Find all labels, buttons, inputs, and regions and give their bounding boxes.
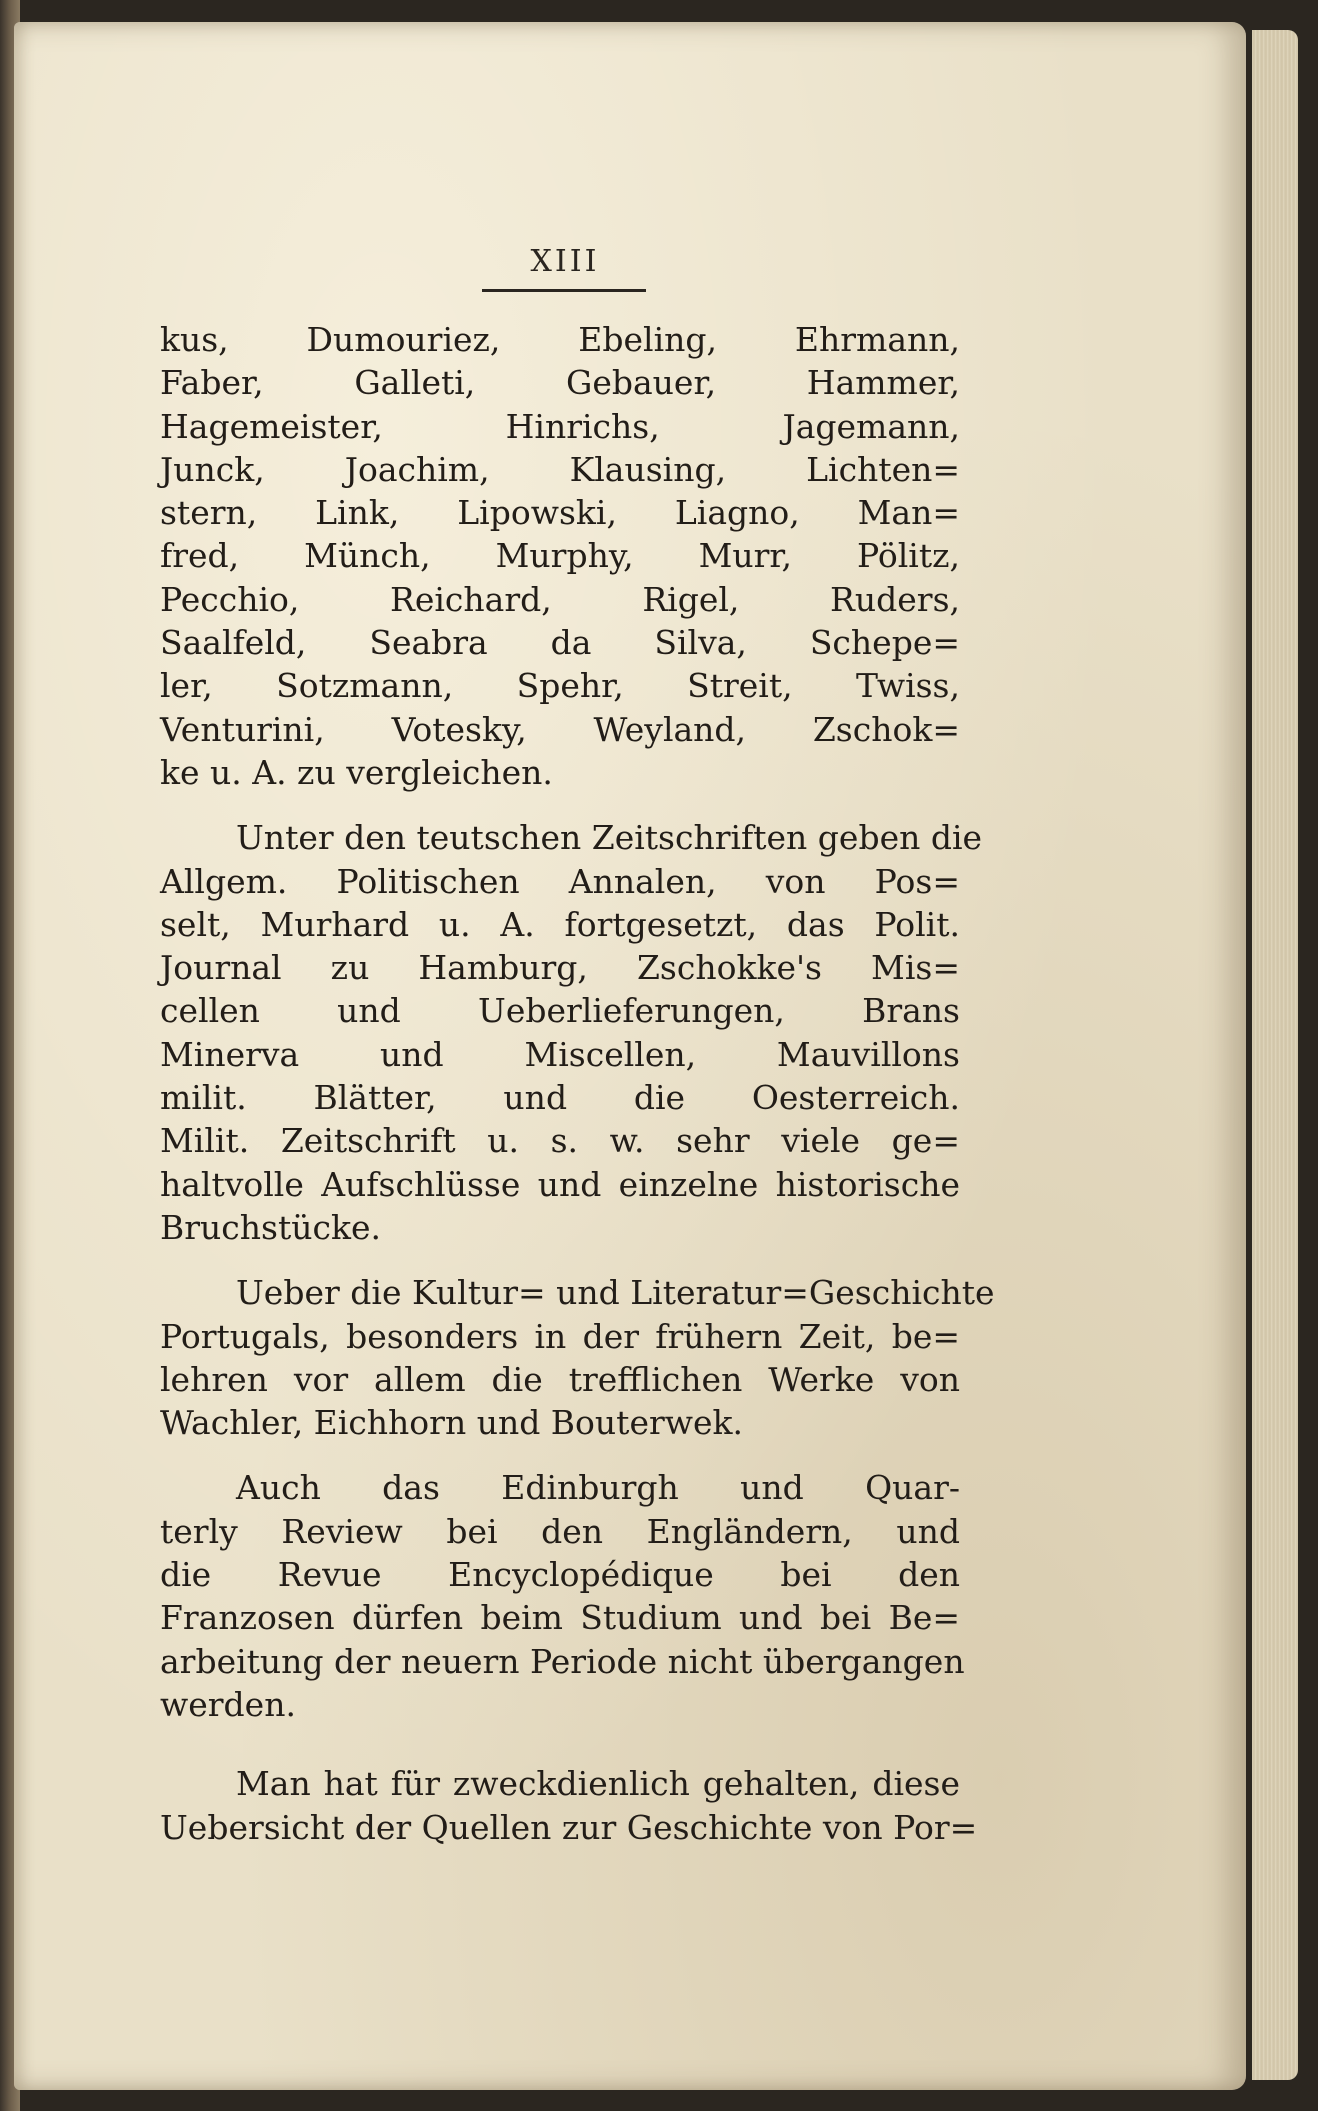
- text-line: Pecchio, Reichard, Rigel, Ruders,: [160, 579, 960, 619]
- text-line: Unter den teutschen Zeitschriften geben die: [236, 818, 983, 858]
- text-line: fred, Münch, Murphy, Murr, Pölitz,: [160, 536, 960, 576]
- text-line: Journal zu Hamburg, Zschokke's Mis=: [160, 948, 960, 988]
- text-line: die Revue Encyclopédique bei den: [160, 1555, 960, 1595]
- text-line: ler, Sotzmann, Spehr, Streit, Twiss,: [160, 666, 960, 706]
- text-line: Portugals, besonders in der frühern Zeit, be=: [160, 1316, 960, 1356]
- page-edges: [1252, 30, 1298, 2080]
- header-rule: [482, 289, 646, 292]
- text-line: Wachler, Eichhorn und Bouterwek.: [160, 1403, 744, 1443]
- paragraph: [160, 1271, 995, 1444]
- text-line: Minerva und Miscellen, Mauvillons: [160, 1034, 960, 1074]
- page-number-header: XIII: [530, 244, 600, 279]
- text-line: Milit. Zeitschrift u. s. w. sehr viele ge=: [160, 1121, 960, 1161]
- text-line: terly Review bei den Engländern, und: [160, 1511, 960, 1551]
- text-line: haltvolle Aufschlüsse und einzelne historische: [160, 1164, 960, 1204]
- text-line: milit. Blätter, und die Oesterreich.: [160, 1078, 960, 1118]
- text-line: cellen und Ueberlieferungen, Brans: [160, 991, 960, 1031]
- paragraph: [160, 816, 983, 1249]
- text-line: Uebersicht der Quellen zur Geschichte von Por=: [160, 1807, 978, 1847]
- text-line: Venturini, Votesky, Weyland, Zschok=: [160, 709, 960, 749]
- text-line: lehren vor allem die trefflichen Werke von: [160, 1359, 960, 1399]
- text-line: Faber, Galleti, Gebauer, Hammer,: [160, 363, 960, 403]
- paragraph: [160, 1762, 978, 1849]
- body-text: [160, 318, 995, 1849]
- text-line: stern, Link, Lipowski, Liagno, Man=: [160, 493, 960, 533]
- text-line: Man hat für zweckdienlich gehalten, diese: [236, 1764, 960, 1804]
- text-line: Hagemeister, Hinrichs, Jagemann,: [160, 406, 960, 446]
- text-line: Ueber die Kultur= und Literatur=Geschichte: [236, 1273, 995, 1313]
- text-line: selt, Murhard u. A. fortgesetzt, das Polit.: [160, 904, 960, 944]
- text-line: Bruchstücke.: [160, 1207, 381, 1247]
- text-line: Allgem. Politischen Annalen, von Pos=: [160, 861, 960, 901]
- text-line: arbeitung der neuern Periode nicht übergangen: [160, 1641, 965, 1681]
- text-line: Franzosen dürfen beim Studium und bei Be=: [160, 1598, 960, 1638]
- paragraph: [160, 1466, 965, 1726]
- text-line: Junck, Joachim, Klausing, Lichten=: [160, 449, 960, 489]
- text-line: kus, Dumouriez, Ebeling, Ehrmann,: [160, 320, 960, 359]
- text-line: ke u. A. zu vergleichen.: [160, 752, 553, 792]
- text-line: Saalfeld, Seabra da Silva, Schepe=: [160, 623, 960, 663]
- text-line: Auch das Edinburgh und Quar-: [236, 1468, 960, 1508]
- paragraph: [160, 318, 960, 794]
- text-line: werden.: [160, 1684, 296, 1724]
